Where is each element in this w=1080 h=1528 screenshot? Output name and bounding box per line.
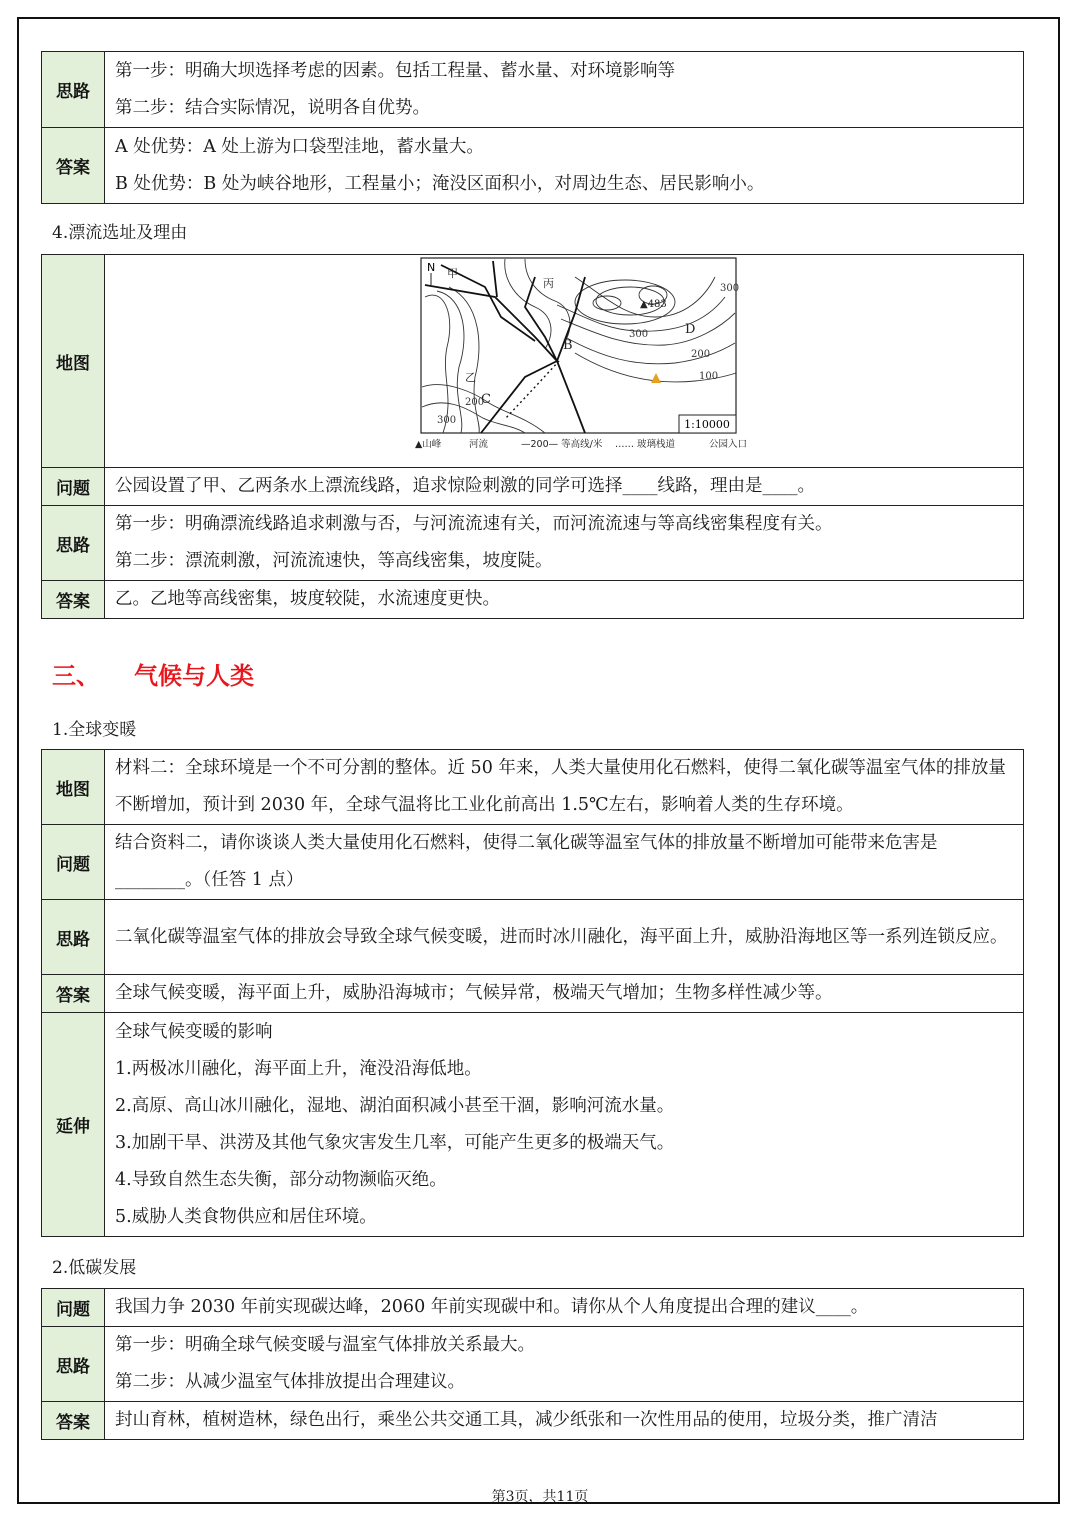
extension-item-2: 2.高原、高山冰川融化，湿地、湖泊面积减小甚至干涸，影响河流水量。	[115, 1095, 675, 1116]
thinking-step1: 第一步：明确漂流线路追求刺激与否，与河流流速有关，而河流流速与等高线密集程度有关。	[115, 514, 833, 534]
label-answer: 答案	[42, 975, 105, 1013]
question-paragraph: 结合资料二，请你谈谈人类大量使用化石燃料，使得二氧化碳等温室气体的排放量不断增加可能带来危害是________。（任答 1 点）	[115, 833, 938, 890]
thinking-step2: 第二步：漂流刺激，河流流速快，等高线密集，坡度陡。	[115, 551, 553, 571]
contour-label-4: 100	[699, 371, 719, 382]
label-answer: 答案	[42, 128, 105, 204]
table-dam-analysis	[41, 51, 1024, 204]
page-footer: 第3页，共11页	[491, 1489, 589, 1505]
label-thinking: 思路	[42, 52, 105, 128]
label-peak: ▲483	[640, 299, 667, 310]
contour-label-1: 300	[720, 283, 740, 294]
map-cell	[105, 255, 1024, 468]
extension-item-1: 1.两极冰川融化，海平面上升，淹没沿海低地。	[115, 1058, 482, 1079]
extension-text	[105, 1013, 1024, 1237]
thinking-text	[105, 900, 1024, 975]
thinking-text	[105, 506, 1024, 581]
extension-item-4: 4.导致自然生态失衡，部分动物濒临灭绝。	[115, 1169, 447, 1190]
extension-heading: 全球气候变暖的影响	[115, 1021, 273, 1042]
legend-contour: —200— 等高线/米	[521, 439, 603, 450]
thinking-step2: 第二步：从减少温室气体排放提出合理建议。	[115, 1372, 465, 1392]
legend-river: 河流	[469, 439, 489, 450]
label-D: D	[685, 322, 696, 337]
thinking-text	[105, 1327, 1024, 1402]
legend-entrance: 公园入口	[709, 439, 748, 450]
extension-item-3: 3.加剧干旱、洪涝及其他气象灾害发生几率，可能产生更多的极端天气。	[115, 1132, 675, 1153]
label-map: 地图	[42, 255, 105, 468]
thinking-step2: 第二步：结合实际情况，说明各自优势。	[115, 97, 430, 118]
answer-line: 全球气候变暖，海平面上升，威胁沿海城市；气候异常，极端天气增加；生物多样性减少等。	[115, 983, 833, 1003]
table-rafting	[41, 254, 1024, 619]
label-thinking: 思路	[42, 1327, 105, 1402]
label-extension: 延伸	[42, 1013, 105, 1237]
contour-label-5: 200	[465, 397, 485, 408]
answer-text	[105, 581, 1024, 619]
question-text	[105, 468, 1024, 506]
answer-text	[105, 128, 1024, 204]
label-answer: 答案	[42, 1402, 105, 1440]
material-text	[105, 750, 1024, 825]
caption-low-carbon: 2.低碳发展	[52, 1258, 137, 1278]
label-map: 地图	[42, 750, 105, 825]
answer-text	[105, 975, 1024, 1013]
label-thinking: 思路	[42, 506, 105, 581]
question-text	[105, 825, 1024, 900]
label-C: C	[481, 392, 491, 407]
legend-peak: ▲山峰	[415, 439, 442, 450]
contour-label-6: 300	[437, 415, 457, 426]
label-yi: 乙	[465, 371, 476, 384]
legend-trail: …… 玻璃栈道	[615, 439, 676, 450]
thinking-paragraph: 二氧化碳等温室气体的排放会导致全球气候变暖，进而时冰川融化，海平面上升，威胁沿海地区等一系列连锁反应。	[115, 926, 1008, 947]
answer-text	[105, 1402, 1024, 1440]
answer-line: 乙。乙地等高线密集，坡度较陡，水流速度更快。	[115, 589, 500, 609]
label-question: 问题	[42, 468, 105, 506]
contour-label-2: 300	[629, 329, 649, 340]
label-B: B	[563, 338, 573, 353]
label-bing: 丙	[543, 277, 554, 290]
question-line: 公园设置了甲、乙两条水上漂流线路，追求惊险刺激的同学可选择____线路，理由是____。	[115, 476, 815, 496]
section-number: 三、	[52, 662, 100, 690]
question-text	[105, 1289, 1024, 1327]
answer-line: 封山育林，植树造林，绿色出行，乘坐公共交通工具，减少纸张和一次性用品的使用，垃圾分类，推广清洁	[115, 1410, 938, 1430]
answer-line-a: A 处优势：A 处上游为口袋型洼地，蓄水量大。	[115, 136, 484, 157]
map-scale: 1:10000	[684, 418, 730, 431]
material-paragraph: 材料二：全球环境是一个不可分割的整体。近 50 年来，人类大量使用化石燃料，使得二氧化碳等温室气体的排放量不断增加，预计到 2030 年，全球气温将比工业化前高出 1.5℃左右，影响着人类的生存环境。	[115, 758, 1006, 815]
question-line: 我国力争 2030 年前实现碳达峰，2060 年前实现碳中和。请你从个人角度提出合理的建议____。	[115, 1297, 869, 1317]
thinking-step1: 第一步：明确全球气候变暖与温室气体排放关系最大。	[115, 1335, 535, 1355]
label-jia: 甲	[447, 267, 458, 280]
table-global-warming	[41, 749, 1024, 1237]
extension-item-5: 5.威胁人类食物供应和居住环境。	[115, 1206, 377, 1227]
table-low-carbon	[41, 1288, 1024, 1440]
answer-line-b: B 处优势：B 处为峡谷地形，工程量小；淹没区面积小，对周边生态、居民影响小。	[115, 173, 765, 194]
caption-rafting: 4.漂流选址及理由	[52, 223, 188, 243]
section-name: 气候与人类	[134, 662, 254, 690]
label-answer: 答案	[42, 581, 105, 619]
contour-map	[385, 257, 845, 453]
north-label: N	[427, 261, 436, 274]
label-thinking: 思路	[42, 900, 105, 975]
label-question: 问题	[42, 1289, 105, 1327]
thinking-text	[105, 52, 1024, 128]
caption-global-warming: 1.全球变暖	[52, 720, 137, 740]
thinking-step1: 第一步：明确大坝选择考虑的因素。包括工程量、蓄水量、对环境影响等	[115, 60, 675, 81]
section-title	[52, 656, 254, 691]
contour-label-3: 200	[691, 349, 711, 360]
label-question: 问题	[42, 825, 105, 900]
